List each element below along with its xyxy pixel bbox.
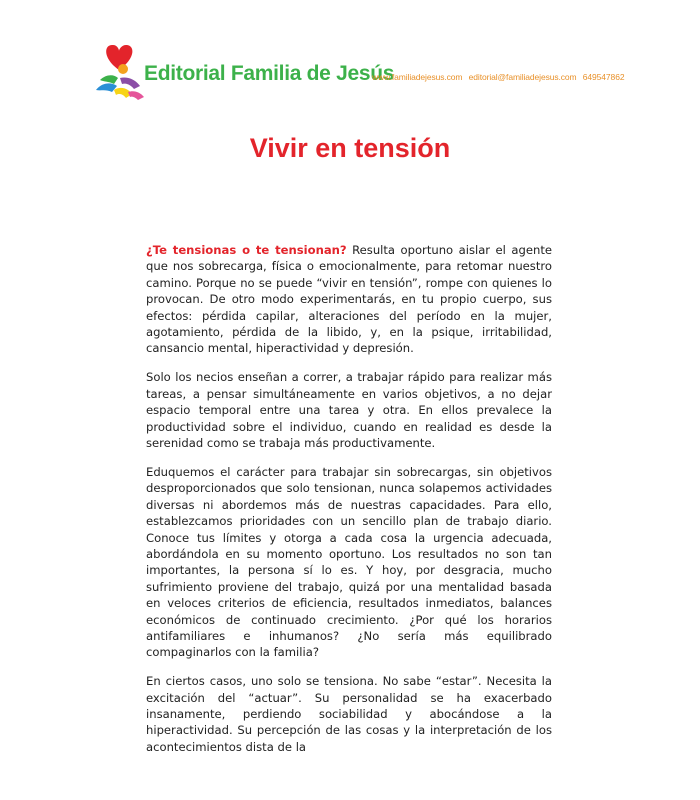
paragraph-3: Eduquemos el carácter para trabajar sin sobrecargas, sin objetivos desproporcionados que solo tensionan, nunca solapemos actividades diversas ni abordemos más de nuestras capacidades. Para ello, establezcamos prioridades con un sencillo plan de trabajo diario. Conoce tus límites y otorga a cada cosa la urgencia adecuada, abordándola en su momento oportuno. Los resultados no son tan importantes, la persona sí lo es. Y hoy, por desgracia, mucho sufrimiento proviene del trabajo, quizá por una mentalidad basada en veloces criterios de eficiencia, resultados inmediatos, balances económicos de continuado crecimiento. ¿Por qué los horarios antifamiliares e inhumanos? ¿No sería más equilibrado compaginarlos con la familia?	[146, 464, 552, 660]
article-body	[146, 242, 552, 768]
family-heart-logo-icon	[90, 40, 148, 102]
paragraph-1	[146, 242, 552, 357]
paragraph-4: En ciertos casos, uno solo se tensiona. No sabe “estar”. Necesita la excitación del “actuar”. Su personalidad se ha exacerbado insanamente, perdiendo sociabilidad y abocándose a la hiperactividad. Su percepción de las cosas y la interpretación de los acontecimientos dista de la	[146, 674, 552, 754]
phone-number: 649547862	[582, 72, 625, 82]
website-link[interactable]: www.familiadejesus.com	[372, 72, 463, 82]
contact-line	[372, 72, 628, 82]
paragraph-2: Solo los necios enseñan a correr, a trabajar rápido para realizar más tareas, a pensar simultáneamente en varios objetivos, a no dejar espacio temporal entre una tarea y otra. En ellos prevalece la productividad sobre el individuo, cuando en realidad es desde la serenidad como se trabaja más productivamente.	[146, 370, 552, 450]
brand-name[interactable]: Editorial Familia de Jesús	[144, 62, 395, 85]
page-title: Vivir en tensión	[249, 133, 451, 163]
paragraph-1-text: Resulta oportuno aislar el agente que nos sobrecarga, física o emocionalmente, para retomar nuestro camino. Porque no se puede “vivir en tensión”, rompe con quienes lo provocan. De otro modo experimentarás, en tu propio cuerpo, sus efectos: pérdida capilar, alteraciones del período en la mujer, agotamiento, pérdida de la libido, y, en la psique, irritabilidad, cansancio mental, hiperactividad y depresión.	[146, 243, 552, 356]
lead-question: ¿Te tensionas o te tensionan?	[146, 243, 347, 257]
email-link[interactable]: editorial@familiadejesus.com	[468, 72, 577, 82]
page-header	[90, 40, 690, 110]
